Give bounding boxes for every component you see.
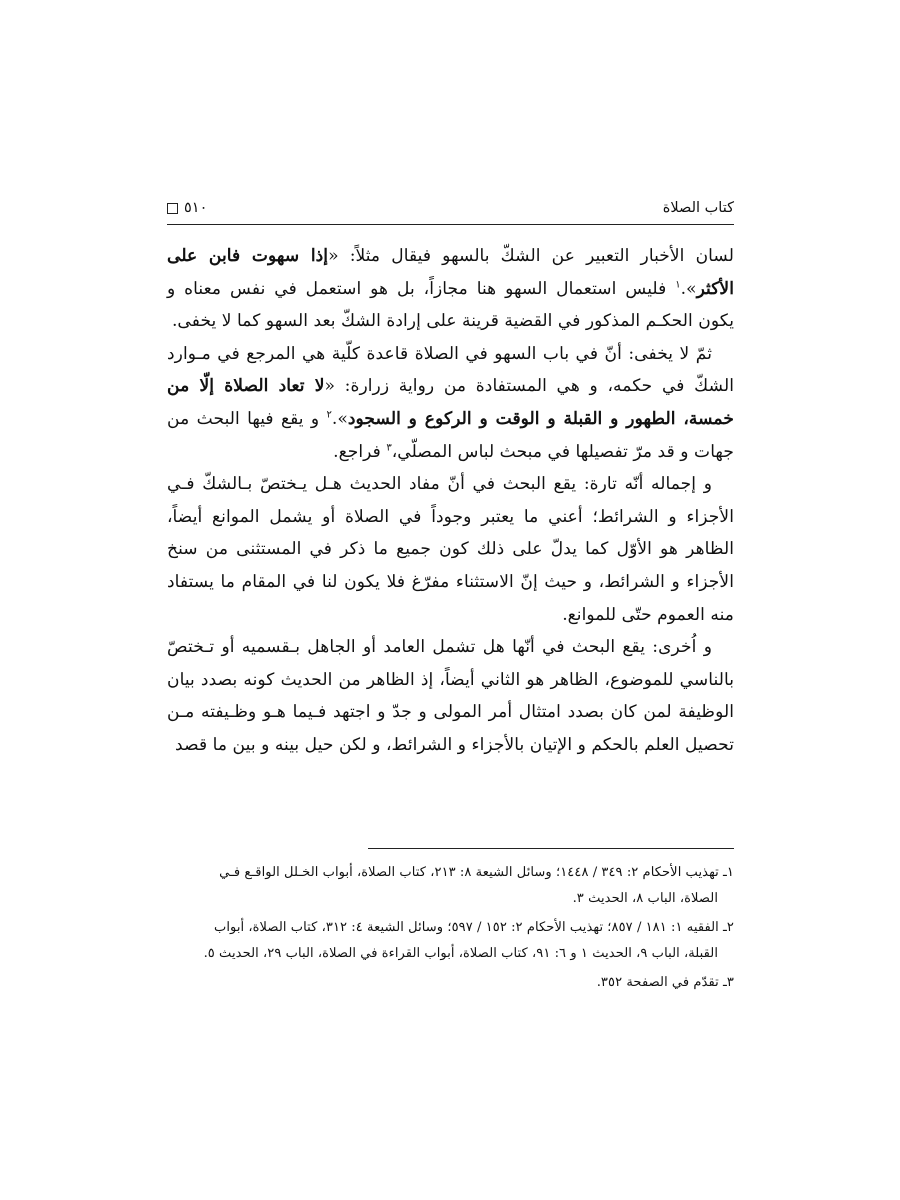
paragraph-3: و إجماله أنّه تارة: يقع البحث في أنّ مفاد الحديث هـل يـختصّ بـالشكّ فـي الأجزاء و الشرائط؛ أعني ما يعتبر وجوداً في الصلاة أو يشمل الموانع أيضاً، الظاهر هو الأوّل كما يدلّ على ذلك كون جميع ما ذكر في المستثنى من سنخ الأجزاء و الشرائط، و حيث إنّ الاستثناء مفرّغ فلا يكون لنا في المقام ما يستفاد منه العموم حتّى للموانع. bbox=[167, 474, 734, 625]
footnote-ref-3: ٣ bbox=[386, 441, 392, 453]
footnote-line: ١ـ تهذيب الأحكام ٢: ٣٤٩ / ١٤٤٨؛ وسائل الشيعة ٨: ٢١٣، كتاب الصلاة، أبواب الخـلل الواقـع فـي bbox=[219, 865, 734, 880]
footnote-ref-1: ١ bbox=[675, 278, 681, 290]
footnote-line: القبلة، الباب ٩، الحديث ١ و ٦: ٩١، كتاب الصلاة، أبواب القراءة في الصلاة، الباب ٢٩، الحديث ٥. bbox=[203, 946, 718, 961]
paragraph-4: و اُخرى: يقع البحث في أنّها هل تشمل العامد أو الجاهل بـقسميه أو تـختصّ بالناسي للموضوع، الظاهر هو الثاني أيضاً، إذ الظاهر من الحديث كونه بصدد بيان الوظيفة لمن كان بصدد امتثال أمر المولى و جدّ و اجتهد فـيما هـو وظـيفته مـن تحصيل العلم بالحكم و الإتيان بالأجزاء و الشرائط، و لكن حيل بينه و بين ما قصد bbox=[167, 637, 734, 755]
paragraph-2 bbox=[167, 338, 734, 468]
text-run: فليس استعمال السهو هنا مجازاً، بل هو استعمل في نفس معناه و يكون الحكـم المذكور في القضية قرينة على إرادة الشكّ بعد السهو كما لا يخفى. bbox=[167, 278, 734, 332]
footnote-line: ٣ـ تقدّم في الصفحة ٣٥٢. bbox=[596, 975, 734, 990]
text-run: لسان الأخبار التعبير عن الشكّ بالسهو فيقال مثلاً: « bbox=[328, 246, 734, 266]
page-number-group bbox=[167, 200, 207, 216]
footnote-ref-2: ٢ bbox=[326, 409, 332, 421]
footnote-1 bbox=[167, 860, 734, 912]
footnotes bbox=[167, 860, 734, 999]
text-run: ». bbox=[331, 408, 348, 429]
quoted-hadith: لا تعاد الصلاة إلّا من خمسة، الطهور و القبلة و الوقت و الركوع و السجود bbox=[167, 376, 734, 429]
paragraph-1 bbox=[167, 240, 734, 338]
text-run: ». bbox=[680, 278, 697, 299]
footnote-line: ٢ـ الفقيه ١: ١٨١ / ٨٥٧؛ تهذيب الأحكام ٢: ١٥٢ / ٥٩٧؛ وسائل الشيعة ٤: ٣١٢، كتاب الصلاة، أبواب bbox=[213, 920, 734, 935]
running-title: كتاب الصلاة bbox=[662, 200, 734, 216]
footnote-2 bbox=[167, 915, 734, 967]
main-text bbox=[167, 240, 734, 762]
footnote-divider bbox=[368, 848, 734, 849]
page-number: ٥١٠ bbox=[184, 200, 208, 216]
quoted-hadith: إذا سهوت فابن على الأكثر bbox=[167, 246, 734, 299]
text-run: ثمّ لا يخفى: أنّ في باب السهو في الصلاة قاعدة كلّية هي المرجع في مـوارد الشكّ في حكمه، و هي المستفادة من رواية زرارة: « bbox=[167, 343, 734, 397]
header-divider bbox=[167, 224, 734, 225]
text-run: و يقع فيها البحث من جهات و قد مرّ تفصيلها في مبحث لباس المصلّي، bbox=[167, 408, 734, 462]
footnote-line: الصلاة، الباب ٨، الحديث ٣. bbox=[572, 891, 718, 906]
square-marker-icon bbox=[167, 203, 178, 214]
text-run: فراجع. bbox=[333, 441, 387, 462]
footnote-3 bbox=[167, 970, 734, 996]
page-header bbox=[167, 196, 734, 222]
